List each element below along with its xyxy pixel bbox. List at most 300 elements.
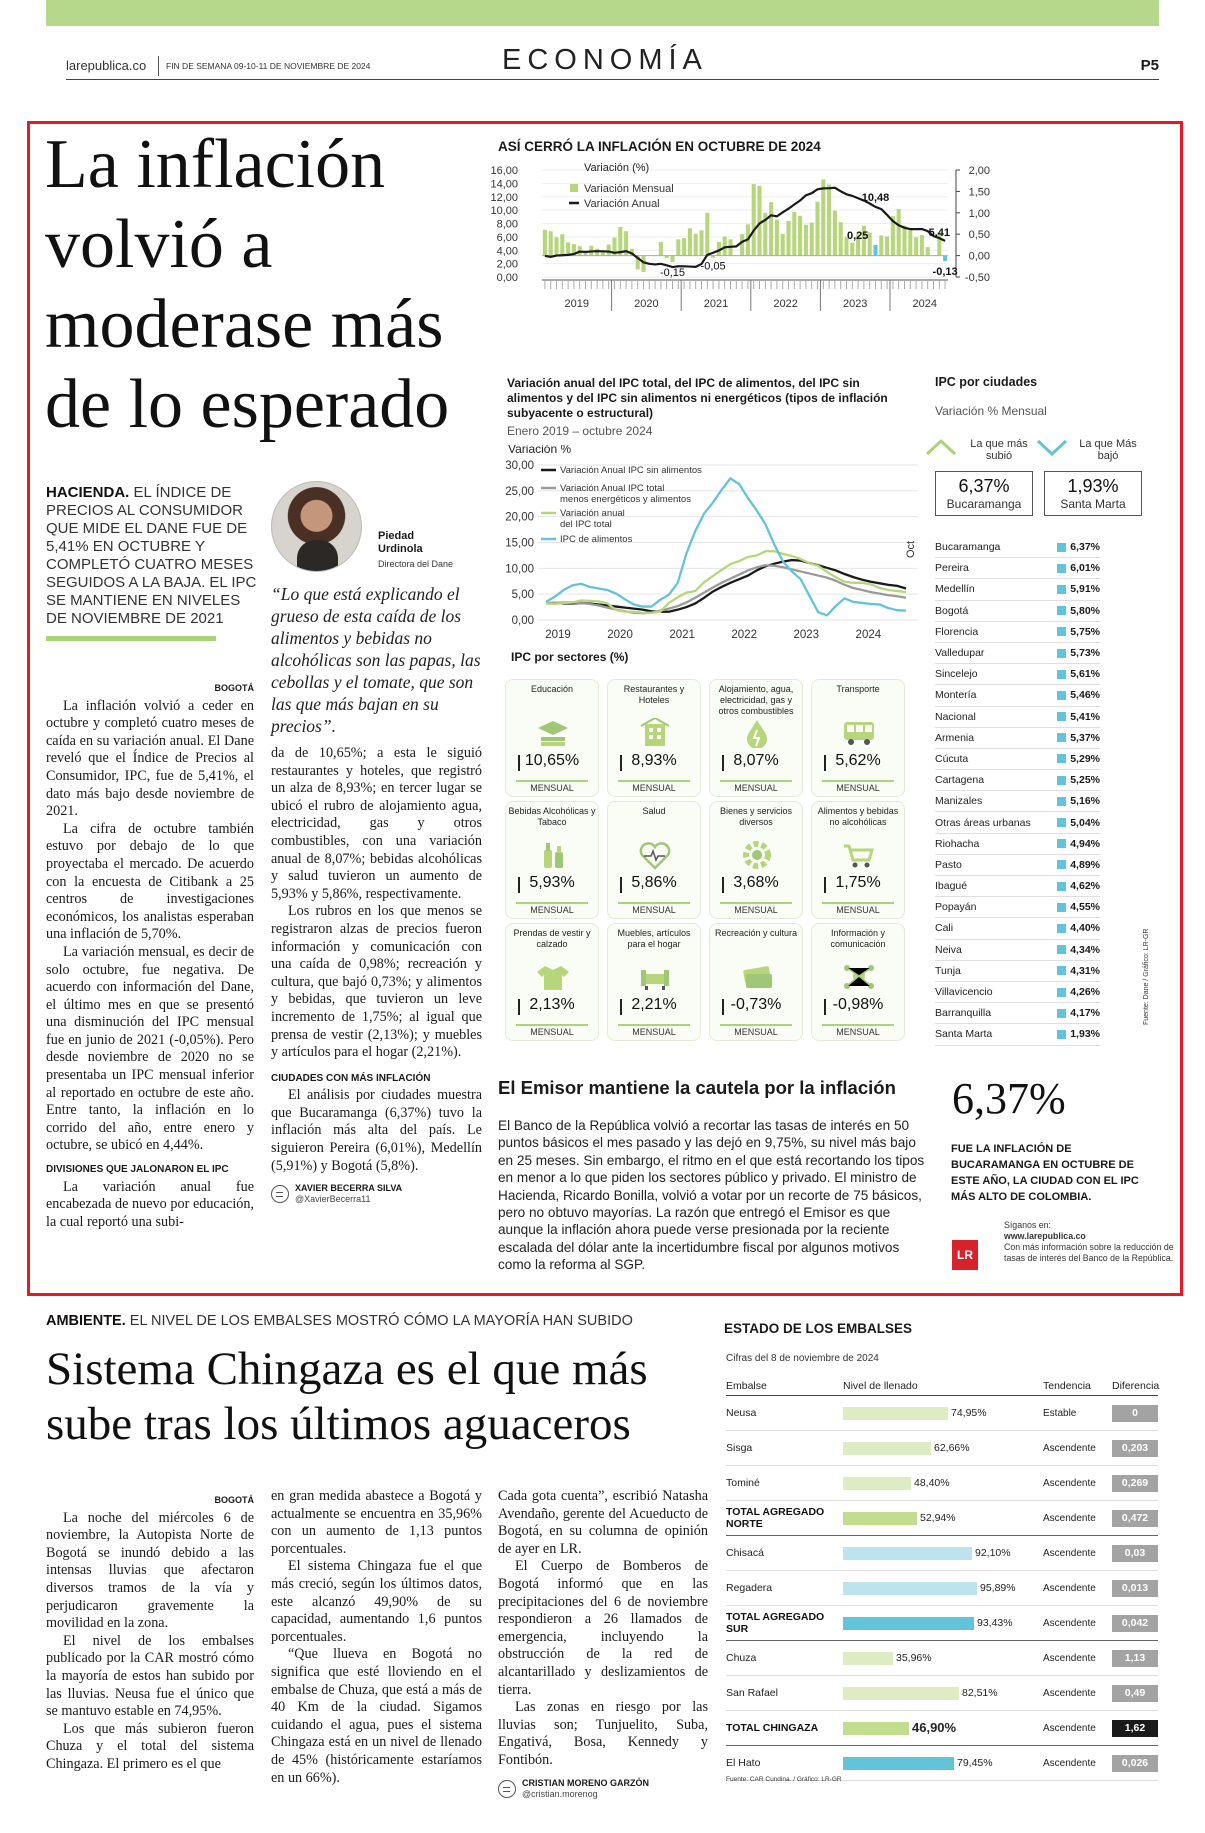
sector-card bbox=[709, 801, 803, 919]
city-value: 4,34% bbox=[1070, 943, 1100, 956]
sector-value: 8,93% bbox=[608, 752, 700, 770]
sector-label: Información y comunicación bbox=[830, 928, 886, 949]
lr-logo: LR bbox=[952, 1240, 978, 1270]
paragraph: Las zonas en riesgo por las lluvias son; Tunjuelito, Suba, Engativá, Bosa, Kennedy y Fontibón. bbox=[498, 1699, 708, 1768]
city-row bbox=[935, 897, 1100, 918]
kicker-text: EL ÍNDICE DE PRECIOS AL CONSUMIDOR QUE MIDE EL DANE FUE DE 5,41% EN OCTUBRE Y COMPLETÓ CUATRO MESES SEGUIDOS A LA BAJA. EL IPC SE MANTIENE EN NIVELES DE NOVIEMBRE DE 2021 bbox=[46, 484, 257, 627]
author-name: XAVIER BECERRA SILVA bbox=[295, 1183, 403, 1194]
fill-percent: 93,43% bbox=[977, 1616, 1013, 1629]
year-label: 2021 bbox=[669, 629, 695, 641]
city-name: Neiva bbox=[935, 943, 962, 956]
city-marker bbox=[1057, 649, 1066, 658]
sector-value: 5,93% bbox=[506, 874, 598, 892]
paragraph: El análisis por ciudades muestra que Bucaramanga (6,37%) tuvo la inflación más alta del país. Le siguieron Pereira (6,01%), Medellín (5,91%) y Bogotá (5,8%). bbox=[271, 1087, 482, 1174]
trend-label: Ascendente bbox=[1043, 1512, 1096, 1524]
city-value: 5,61% bbox=[1070, 668, 1100, 681]
utilities-icon bbox=[739, 718, 775, 748]
monthly-bar bbox=[554, 237, 558, 255]
monthly-bar bbox=[670, 256, 674, 262]
city-name: Manizales bbox=[935, 795, 983, 808]
difference-badge: 1,13 bbox=[1112, 1650, 1158, 1667]
trend-label: Ascendente bbox=[1043, 1652, 1096, 1664]
ipc-types-line-chart bbox=[490, 445, 920, 645]
column-header: Tendencia bbox=[1043, 1379, 1091, 1392]
monthly-bar bbox=[781, 234, 785, 256]
city-row bbox=[935, 601, 1100, 622]
left-tick-label: 2,00 bbox=[496, 258, 518, 271]
city-value: 4,89% bbox=[1070, 858, 1100, 871]
cities-subtitle: Variación % Mensual bbox=[935, 404, 1047, 418]
sector-unit: MENSUAL bbox=[720, 1024, 792, 1037]
city-marker bbox=[1057, 606, 1066, 615]
article-kicker bbox=[46, 484, 258, 628]
city-row bbox=[935, 558, 1100, 579]
left-tick-label: 12,00 bbox=[490, 191, 518, 204]
follow-label: Síganos en: bbox=[1004, 1220, 1051, 1230]
city-row bbox=[935, 622, 1100, 643]
sector-unit: MENSUAL bbox=[720, 902, 792, 915]
city-marker bbox=[1057, 945, 1066, 954]
city-marker bbox=[1057, 1009, 1066, 1018]
sector-label: Restaurantes y Hoteles bbox=[623, 684, 685, 705]
fill-bar bbox=[843, 1652, 893, 1665]
chart2-subtitle: Enero 2019 – octubre 2024 bbox=[507, 424, 653, 438]
legend-label: Variación Anual bbox=[584, 198, 660, 210]
fill-bar bbox=[843, 1757, 954, 1770]
legend-label: Variación Anual IPC total menos energéticos y alimentos bbox=[560, 483, 691, 505]
monthly-bar bbox=[792, 212, 796, 256]
sector-unit: MENSUAL bbox=[822, 902, 894, 915]
city-value: 5,16% bbox=[1070, 795, 1100, 808]
highlight-down bbox=[1044, 438, 1142, 516]
article2-column-3 bbox=[498, 1488, 708, 1800]
fill-level bbox=[843, 1512, 1043, 1525]
reservoir-name: San Rafael bbox=[726, 1687, 778, 1699]
highlight-up-value: 6,37% bbox=[958, 476, 1010, 496]
monthly-bar bbox=[920, 235, 924, 256]
fill-bar bbox=[843, 1722, 909, 1735]
city-row bbox=[935, 707, 1100, 728]
fill-level bbox=[843, 1582, 1043, 1595]
monthly-bar bbox=[786, 221, 790, 256]
sector-card bbox=[709, 923, 803, 1041]
sector-unit: MENSUAL bbox=[618, 902, 690, 915]
highlight-up-city: Bucaramanga bbox=[946, 497, 1022, 511]
monthly-bar bbox=[740, 234, 744, 255]
difference-badge: 0 bbox=[1112, 1405, 1158, 1422]
monthly-bar bbox=[827, 185, 831, 256]
city-value: 4,31% bbox=[1070, 964, 1100, 977]
city-marker bbox=[1057, 1030, 1066, 1039]
fill-percent: 82,51% bbox=[962, 1686, 998, 1699]
fill-level bbox=[843, 1687, 1043, 1700]
monthly-bar bbox=[752, 184, 756, 255]
paragraph: “Que llueva en Bogotá no significa que esté lloviendo en el embalse de Chuza, que está a más de 40 Km de la ciudad. Sigamos cuidando el agua, pues el sistema Chingaza está en un nivel de llenado de 45% (históricamente estaríamos en un 66%). bbox=[271, 1646, 482, 1786]
sector-label: Alimentos y bebidas no alcohólicas bbox=[817, 806, 899, 827]
arrow-up-icon bbox=[925, 438, 1021, 456]
right-tick-label: 0,50 bbox=[968, 229, 990, 242]
furniture-icon bbox=[637, 962, 673, 992]
city-name: Medellín bbox=[935, 583, 975, 596]
monthly-bar bbox=[694, 234, 698, 256]
city-name: Valledupar bbox=[935, 647, 985, 660]
paragraph: La inflación volvió a ceder en octubre y completó cuatro meses de caída en su variación anual. El Dane reveló que el Índice de Precios al Consumidor, IPC, fue de 5,41%, el dato más bajo desde noviembre de 2021. bbox=[46, 697, 254, 820]
monthly-bar bbox=[798, 216, 802, 256]
city-marker bbox=[1057, 818, 1066, 827]
y-tick-label: 0,00 bbox=[511, 615, 534, 627]
fill-bar bbox=[843, 1512, 917, 1525]
trend-label: Ascendente bbox=[1043, 1687, 1096, 1699]
reservoir-name: TOTAL CHINGAZA bbox=[726, 1722, 819, 1734]
fill-bar bbox=[843, 1442, 931, 1455]
paragraph: El sistema Chingaza fue el que más creció, según los últimos datos, este alcanzó 49,90% de su capacidad, aumentando 1,6 puntos porcentuales. bbox=[271, 1558, 482, 1645]
chart-source: Fuente: Dane / Gráfico: LR-GR bbox=[1143, 928, 1150, 1025]
sector-label: Prendas de vestir y calzado bbox=[513, 928, 591, 949]
sector-label: Recreación y cultura bbox=[714, 928, 798, 938]
fill-level bbox=[843, 1547, 1043, 1560]
monthly-bar bbox=[914, 237, 918, 255]
city-value: 5,41% bbox=[1070, 710, 1100, 723]
sector-card bbox=[505, 923, 599, 1041]
difference-badge: 0,03 bbox=[1112, 1545, 1158, 1562]
city-value: 4,26% bbox=[1070, 986, 1100, 999]
city-row bbox=[935, 1024, 1100, 1045]
reservoir-name: Tominé bbox=[726, 1477, 760, 1489]
fill-level bbox=[843, 1652, 1043, 1665]
city-value: 5,80% bbox=[1070, 604, 1100, 617]
annotation-label: 0,25 bbox=[846, 229, 869, 242]
city-marker bbox=[1057, 797, 1066, 806]
sector-label: Salud bbox=[642, 806, 666, 816]
table-subtitle: Cifras del 8 de noviembre de 2024 bbox=[726, 1353, 879, 1364]
city-marker bbox=[1057, 860, 1066, 869]
portrait-photo bbox=[271, 481, 362, 572]
fill-bar bbox=[843, 1617, 974, 1630]
column-header: Diferencia bbox=[1112, 1379, 1160, 1392]
city-row bbox=[935, 876, 1100, 897]
fill-percent: 46,90% bbox=[912, 1719, 957, 1735]
monthly-bar bbox=[821, 179, 825, 255]
end-label: Oct bbox=[905, 540, 917, 558]
table-title: ESTADO DE LOS EMBALSES bbox=[724, 1321, 913, 1336]
left-tick-label: 16,00 bbox=[490, 165, 518, 177]
kicker-underline bbox=[46, 636, 216, 641]
city-row bbox=[935, 749, 1100, 770]
table-row bbox=[726, 1641, 1158, 1676]
sidebar-body: El Banco de la República volvió a recortar las tasas de interés en 50 puntos básicos el mes pasado y las dejó en 9,75%, su nivel más bajo en 25 meses. Sin embargo, el ritmo en el que está recortando los tipos en menor a lo que piden los sectores público y privado. El ministro de Hacienda, Ricardo Bonilla, volvió a votar por un recorte de 75 básicos, pero no obtuvo mayorías. La razón que entregó el Emisor es que aunque la inflación ahora puede verse presionada por la reciente escalada del dólar ante la incertidumbre fiscal por algunos motivos como la reforma al SGP. bbox=[498, 1118, 925, 1273]
city-row bbox=[935, 770, 1100, 791]
year-label: 2023 bbox=[793, 629, 820, 641]
chart2-title: Variación anual del IPC total, del IPC de alimentos, del IPC sin alimentos y del IPC sin alimentos ni energéticos (tipos de inflación subyacente o estructural) bbox=[507, 376, 888, 420]
city-row bbox=[935, 643, 1100, 664]
article2-kicker bbox=[46, 1313, 633, 1329]
highlight-down-city: Santa Marta bbox=[1060, 497, 1126, 511]
paragraph: en gran medida abastece a Bogotá y actualmente se encuentra en 35,96% con un aumento de 1,13 puntos porcentuales. bbox=[271, 1488, 482, 1557]
tickets-icon bbox=[739, 962, 775, 992]
city-row bbox=[935, 961, 1100, 982]
city-name: Cartagena bbox=[935, 774, 985, 787]
sector-value: -0,73% bbox=[710, 996, 802, 1014]
dateline: BOGOTÁ bbox=[214, 1495, 254, 1505]
article-headline: La inflación volvió a moderase más de lo esperado bbox=[45, 126, 450, 443]
paragraph: La cifra de octubre también estuvo por debajo de lo que proyectaba el mercado. De acuerdo con la encuesta de Citibank a 25 centros de investigaciones económicos, los analistas esperaban una inflación de 5,70%. bbox=[46, 820, 254, 943]
follow-box bbox=[1004, 1220, 1174, 1264]
y-tick-label: 15,00 bbox=[505, 537, 534, 550]
reservoir-name: TOTAL AGREGADO SUR bbox=[726, 1611, 825, 1635]
city-name: Villavicencio bbox=[935, 986, 993, 999]
city-value: 4,94% bbox=[1070, 837, 1100, 850]
dateline: BOGOTÁ bbox=[214, 683, 254, 693]
sector-unit: MENSUAL bbox=[516, 902, 588, 915]
masthead bbox=[66, 44, 1159, 80]
table-row bbox=[726, 1711, 1158, 1746]
city-name: Bogotá bbox=[935, 604, 969, 617]
monthly-bar bbox=[902, 226, 906, 256]
highlight-down-label: La que Más bajó bbox=[1079, 438, 1137, 462]
sector-card bbox=[607, 679, 701, 797]
annotation-label: 10,48 bbox=[861, 191, 890, 204]
article2-column-1 bbox=[46, 1492, 254, 1774]
city-value: 5,04% bbox=[1070, 816, 1100, 829]
site-name[interactable]: larepublica.co bbox=[66, 58, 147, 73]
city-value: 5,25% bbox=[1070, 774, 1100, 787]
city-value: 6,37% bbox=[1070, 541, 1100, 554]
city-value: 5,46% bbox=[1070, 689, 1100, 702]
difference-badge: 0,203 bbox=[1112, 1440, 1158, 1457]
city-row bbox=[935, 918, 1100, 939]
column-header: Embalse bbox=[726, 1379, 767, 1392]
monthly-bar bbox=[873, 245, 877, 256]
reservoir-name: TOTAL AGREGADO NORTE bbox=[726, 1506, 825, 1530]
city-name: Ibagué bbox=[935, 880, 968, 893]
year-label: 2024 bbox=[912, 298, 938, 310]
city-marker bbox=[1057, 882, 1066, 891]
article2-headline: Sistema Chingaza es el que más sube tras los últimos aguaceros bbox=[46, 1343, 648, 1450]
big-number: 6,37% bbox=[952, 1074, 1066, 1123]
paragraph: Los rubros en los que menos se registraron alzas de precios fueron información y comunicación con una caída de 0,98%; recreación y cultura, que bajó 0,73%; y alimentos y bebidas, que tuvieron un leve incremento de 1,75%; al igual que prensa de vestir (2,13%); y muebles y artículos para el hogar (2,21%). bbox=[271, 903, 482, 1061]
fill-percent: 52,94% bbox=[920, 1511, 956, 1524]
trend-label: Ascendente bbox=[1043, 1582, 1096, 1594]
annotation-label: -0,05 bbox=[700, 260, 726, 273]
legend-label: Variación Anual IPC sin alimentos bbox=[560, 465, 702, 476]
y-tick-label: 25,00 bbox=[505, 485, 534, 498]
city-name: Tunja bbox=[935, 964, 961, 977]
reservoir-name: Neusa bbox=[726, 1407, 757, 1419]
highlight-up-label: La que más subió bbox=[970, 438, 1028, 462]
fill-level bbox=[843, 1757, 1043, 1770]
sector-card bbox=[505, 801, 599, 919]
city-name: Santa Marta bbox=[935, 1028, 993, 1041]
monthly-bar bbox=[897, 209, 901, 256]
arrow-down-icon bbox=[1036, 438, 1132, 456]
legend-label: Variación anual del IPC total bbox=[560, 508, 625, 530]
right-tick-label: 1,50 bbox=[968, 186, 990, 199]
left-tick-label: 8,00 bbox=[496, 218, 518, 231]
city-name: Cali bbox=[935, 922, 954, 935]
sector-value: 3,68% bbox=[710, 874, 802, 892]
city-marker bbox=[1057, 670, 1066, 679]
y-tick-label: 20,00 bbox=[505, 511, 534, 524]
sector-card bbox=[811, 679, 905, 797]
sector-value: 8,07% bbox=[710, 752, 802, 770]
chart-title: ASÍ CERRÓ LA INFLACIÓN EN OCTUBRE DE 2024 bbox=[498, 139, 821, 154]
city-row bbox=[935, 940, 1100, 961]
fill-bar bbox=[843, 1547, 972, 1560]
chat-icon bbox=[271, 1185, 289, 1203]
left-tick-label: 10,00 bbox=[490, 205, 518, 218]
city-marker bbox=[1057, 924, 1066, 933]
fill-percent: 95,89% bbox=[980, 1581, 1016, 1594]
table-row bbox=[726, 1501, 1158, 1536]
year-label: 2022 bbox=[731, 629, 758, 641]
fill-bar bbox=[843, 1582, 977, 1595]
year-label: 2021 bbox=[703, 298, 729, 310]
monthly-bar bbox=[705, 213, 709, 256]
fill-bar bbox=[843, 1687, 959, 1700]
follow-note: Con más información sobre la reducción de tasas de interés del Banco de la República. bbox=[1004, 1242, 1174, 1263]
sector-unit: MENSUAL bbox=[516, 780, 588, 793]
sector-label: Bebidas Alcohólicas y Tabaco bbox=[508, 806, 596, 827]
left-tick-label: 14,00 bbox=[490, 178, 518, 191]
monthly-bar bbox=[769, 202, 773, 256]
sector-label: Alojamiento, agua, electricidad, gas y otros combustibles bbox=[718, 684, 794, 716]
article-column-2 bbox=[271, 745, 482, 1205]
article-column-1 bbox=[46, 680, 254, 1231]
fill-percent: 92,10% bbox=[975, 1546, 1011, 1559]
table-row bbox=[726, 1676, 1158, 1711]
city-name: Nacional bbox=[935, 710, 976, 723]
follow-url[interactable]: www.larepublica.co bbox=[1004, 1231, 1086, 1241]
right-tick-label: 0,00 bbox=[968, 250, 990, 263]
monthly-bar bbox=[815, 202, 819, 256]
author-byline bbox=[498, 1778, 708, 1800]
author-handle[interactable]: @cristian.morenog bbox=[522, 1788, 598, 1799]
sector-label: Bienes y servicios diversos bbox=[719, 806, 793, 827]
sectors-title: IPC por sectores (%) bbox=[511, 650, 629, 664]
city-row bbox=[935, 855, 1100, 876]
monthly-bar bbox=[908, 230, 912, 255]
fill-level bbox=[843, 1477, 1043, 1490]
left-tick-label: 0,00 bbox=[496, 272, 518, 284]
city-row bbox=[935, 982, 1100, 1003]
sector-value: -0,98% bbox=[812, 996, 904, 1014]
paragraph: La variación mensual, es decir de solo octubre, fue negativa. De acuerdo con información del Dane, el último mes en que se presentó una disminución del IPC mensual fue en junio de 2021 (-0,05%). Pero desde noviembre de 2020 no se presentaba un IPC mensual inferior al reportado en octubre de este año. Entre tanto, la inflación en lo corrido del año, entre enero y octubre, se ubicó en 4,44%. bbox=[46, 943, 254, 1154]
reservoir-name: Regadera bbox=[726, 1582, 773, 1594]
big-number-caption: FUE LA INFLACIÓN DE BUCARAMANGA EN OCTUBRE DE ESTE AÑO, LA CIUDAD CON EL IPC MÁS ALTO DE COLOMBIA. bbox=[951, 1143, 1139, 1203]
city-marker bbox=[1057, 712, 1066, 721]
city-value: 5,91% bbox=[1070, 583, 1100, 596]
y-axis-label: Variación (%) bbox=[584, 162, 650, 174]
city-marker bbox=[1057, 966, 1066, 975]
sector-label: Muebles, artículos para el hogar bbox=[617, 928, 691, 949]
legend-label: Variación Mensual bbox=[584, 183, 674, 195]
subheading: CIUDADES CON MÁS INFLACIÓN bbox=[271, 1072, 431, 1084]
highlight-down-value: 1,93% bbox=[1067, 476, 1119, 496]
paragraph: El Cuerpo de Bomberos de Bogotá informó que en las precipitaciones del 6 de noviembre respondieron a 26 llamados de emergencia, incluyendo la obstrucción de la red de alcantarillado y deslizamientos de tierra. bbox=[498, 1558, 708, 1698]
author-byline bbox=[271, 1183, 482, 1205]
paragraph: Los que más subieron fueron Chuza y el total del sistema Chingaza. El primero es el que bbox=[46, 1720, 254, 1772]
table-row bbox=[726, 1466, 1158, 1501]
city-marker bbox=[1057, 564, 1066, 573]
bus-icon bbox=[841, 718, 877, 748]
city-value: 4,62% bbox=[1070, 880, 1100, 893]
city-marker bbox=[1057, 627, 1066, 636]
table-row bbox=[726, 1606, 1158, 1641]
difference-badge: 0,269 bbox=[1112, 1475, 1158, 1492]
fill-percent: 35,96% bbox=[896, 1651, 932, 1664]
table-row bbox=[726, 1571, 1158, 1606]
city-marker bbox=[1057, 585, 1066, 594]
monthly-bar bbox=[688, 228, 692, 255]
sidebar-headline: El Emisor mantiene la cautela por la inflación bbox=[498, 1077, 896, 1098]
city-row bbox=[935, 791, 1100, 812]
city-marker bbox=[1057, 691, 1066, 700]
author-name: CRISTIAN MORENO GARZÓN bbox=[522, 1777, 649, 1788]
city-value: 5,75% bbox=[1070, 625, 1100, 638]
year-label: 2022 bbox=[773, 298, 798, 310]
right-tick-label: 2,00 bbox=[968, 165, 990, 177]
city-name: Barranquilla bbox=[935, 1007, 992, 1020]
trend-label: Ascendente bbox=[1043, 1757, 1096, 1769]
legend-label: IPC de alimentos bbox=[560, 534, 633, 545]
fill-percent: 48,40% bbox=[914, 1476, 950, 1489]
sector-label: Educación bbox=[530, 684, 574, 694]
kicker-tag: HACIENDA. bbox=[46, 484, 130, 501]
monthly-bar bbox=[810, 223, 814, 256]
city-row bbox=[935, 685, 1100, 706]
fill-bar bbox=[843, 1477, 911, 1490]
sector-card bbox=[709, 679, 803, 797]
page-number: P5 bbox=[1140, 57, 1159, 74]
sector-unit: MENSUAL bbox=[720, 780, 792, 793]
table-row bbox=[726, 1431, 1158, 1466]
cart-icon bbox=[841, 840, 877, 870]
sector-card bbox=[505, 679, 599, 797]
paragraph: El nivel de los embalses publicado por la CAR mostró cómo la mayoría de estos han subido por las lluvias. Neusa fue el único que se mantuvo estable en 74,95%. bbox=[46, 1632, 254, 1720]
monthly-bar bbox=[833, 211, 837, 256]
city-name: Cúcuta bbox=[935, 752, 969, 765]
issue-date: FIN DE SEMANA 09-10-11 DE NOVIEMBRE DE 2024 bbox=[166, 61, 371, 71]
right-tick-label: 1,00 bbox=[968, 207, 990, 220]
trend-label: Ascendente bbox=[1043, 1722, 1096, 1734]
fill-level bbox=[843, 1719, 1043, 1735]
sector-value: 5,86% bbox=[608, 874, 700, 892]
monthly-bar bbox=[659, 242, 663, 256]
fill-bar bbox=[843, 1407, 948, 1420]
y-tick-label: 30,00 bbox=[505, 460, 534, 472]
monthly-bar bbox=[682, 238, 686, 256]
sector-value: 2,21% bbox=[608, 996, 700, 1014]
city-value: 6,01% bbox=[1070, 562, 1100, 575]
city-name: Pasto bbox=[935, 858, 962, 871]
kicker-text: EL NIVEL DE LOS EMBALSES MOSTRÓ CÓMO LA MAYORÍA HAN SUBIDO bbox=[129, 1313, 633, 1329]
inflation-combo-chart bbox=[488, 160, 1168, 365]
paragraph: La noche del miércoles 6 de noviembre, la Autopista Norte de Bogotá se inundó debido a las intensas lluvias que afectaron diversos tramos de la vía y perjudicaron gravemente la movilidad en la zona. bbox=[46, 1509, 254, 1632]
fill-level bbox=[843, 1442, 1043, 1455]
author-handle[interactable]: @XavierBecerra11 bbox=[295, 1194, 371, 1205]
annotation-label: 5,41 bbox=[928, 226, 951, 239]
fill-percent: 74,95% bbox=[951, 1406, 987, 1419]
sector-value: 1,75% bbox=[812, 874, 904, 892]
city-marker bbox=[1057, 776, 1066, 785]
city-value: 4,55% bbox=[1070, 901, 1100, 914]
fill-level bbox=[843, 1407, 1043, 1420]
city-row bbox=[935, 834, 1100, 855]
monthly-bar bbox=[879, 235, 883, 255]
sector-card bbox=[607, 923, 701, 1041]
bottles-icon bbox=[535, 840, 571, 870]
city-row bbox=[935, 1003, 1100, 1024]
